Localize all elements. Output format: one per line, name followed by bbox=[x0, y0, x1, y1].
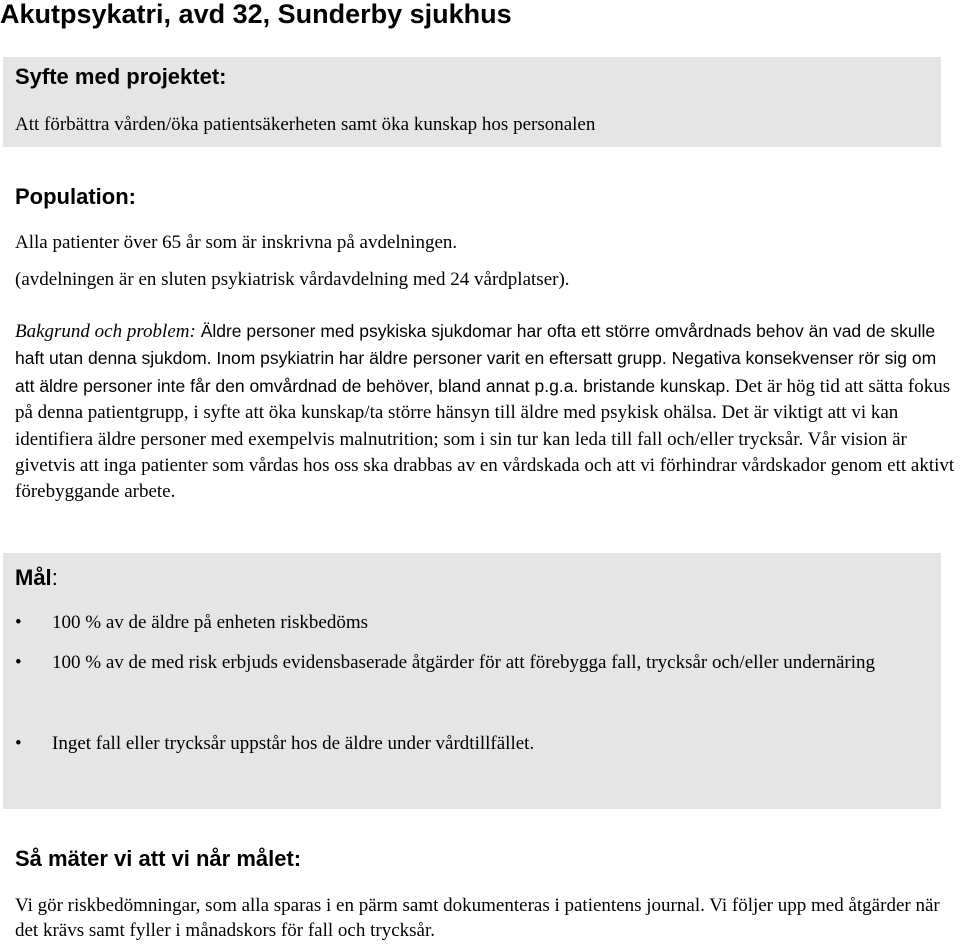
mal-heading-colon: : bbox=[51, 565, 58, 590]
goal-text-2: 100 % av de med risk erbjuds evidensbaserade åtgärder för att förebygga fall, trycksår och/eller undernäring bbox=[52, 652, 876, 673]
bakgrund-text-part2: Det är hög tid att sätta fokus på denna patientgrupp, i syfte att öka kunskap/ta större hänsyn till äldre med psykisk ohälsa. Det är viktigt att vi kan identifiera äldre personer med exempelvis malnutrition; som i sin tur kan leda till fall och/eller trycksår. Vår vision är givetvis att inga patienter som vårdas hos oss ska drabbas av en vårdskada och att vi förhindrar vårdskador genom ett aktivt förebyggande arbete. bbox=[15, 375, 955, 503]
goal-text-3: Inget fall eller trycksår uppstår hos de äldre under vårdtillfället. bbox=[52, 733, 535, 754]
mal-section bbox=[3, 553, 941, 809]
mal-heading-text: Mål bbox=[15, 565, 52, 590]
bakgrund-text-part1: Äldre personer med psykiska sjukdomar har ofta ett större omvårdnads behov än vad de skulle haft utan denna sjukdom. Inom psykiatrin har äldre personer varit en eftersatt grupp. Negativa konsekvenser rör sig om att äldre personer inte får den omvårdnad de behöver, bland annat p.g.a. bristande kunskap. bbox=[15, 321, 937, 396]
mal-heading bbox=[15, 565, 58, 591]
population-line-2: (avdelningen är en sluten psykiatrisk vårdavdelning med 24 vårdplatser). bbox=[15, 269, 570, 290]
population-line-1: Alla patienter över 65 år som är inskrivna på avdelningen. bbox=[15, 232, 458, 253]
syfte-heading: Syfte med projektet: bbox=[15, 64, 227, 89]
bullet-icon: • bbox=[15, 733, 22, 754]
matning-text: Vi gör riskbedömningar, som alla sparas i en pärm samt dokumenteras i patientens journal. Vi följer upp med åtgärder när det krävs samt fyller i månadskors för fall och trycksår. bbox=[15, 895, 940, 941]
bakgrund-label: Bakgrund och problem: bbox=[15, 321, 196, 342]
goal-text-1: 100 % av de äldre på enheten riskbedöms bbox=[52, 612, 369, 633]
matning-heading: Så mäter vi att vi når målet: bbox=[15, 846, 302, 871]
population-heading: Population: bbox=[15, 184, 136, 209]
bakgrund-paragraph bbox=[15, 318, 960, 506]
syfte-text: Att förbättra vården/öka patientsäkerheten samt öka kunskap hos personalen bbox=[15, 114, 596, 135]
bullet-icon: • bbox=[15, 612, 22, 633]
page-title: Akutpsykatri, avd 32, Sunderby sjukhus bbox=[0, 0, 512, 29]
bullet-icon: • bbox=[15, 652, 22, 673]
